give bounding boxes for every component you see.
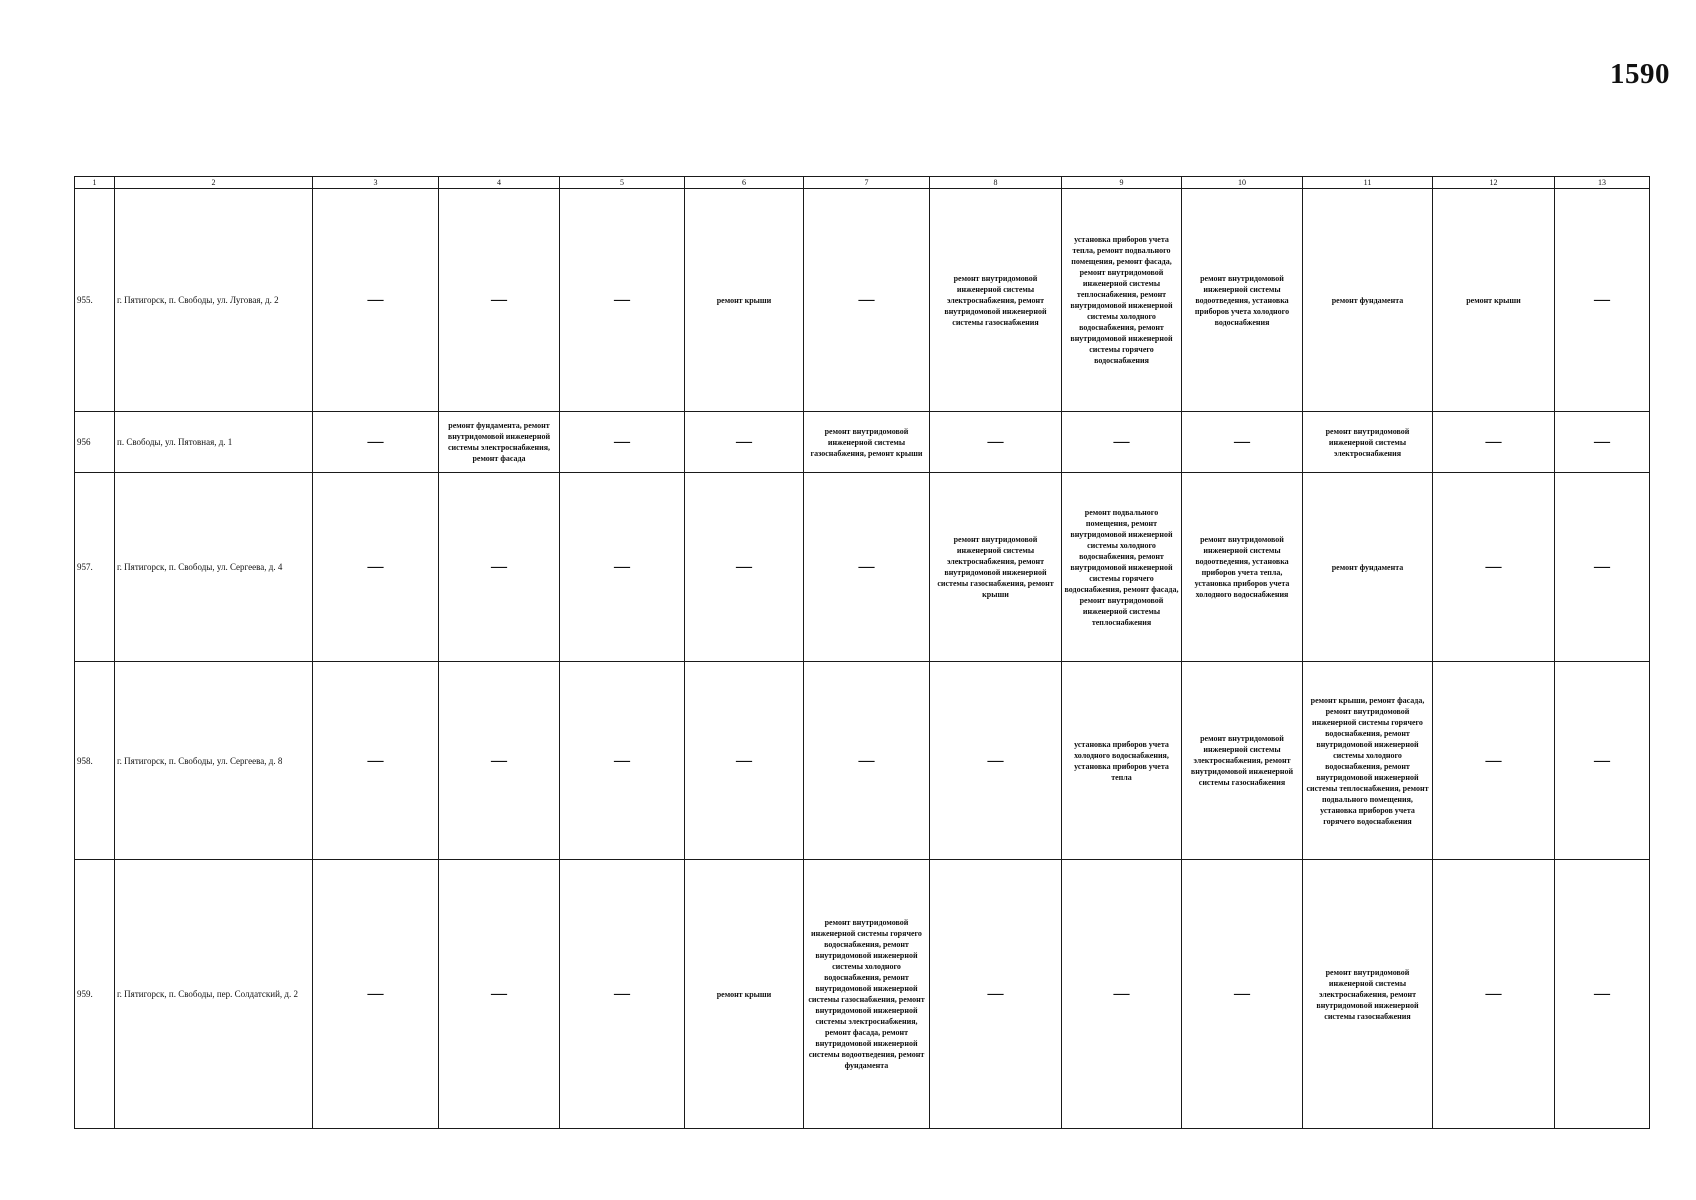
row-number: 958. (75, 662, 115, 860)
table-cell: — (930, 860, 1062, 1129)
table-cell: — (560, 412, 685, 473)
column-header: 4 (439, 177, 560, 189)
table-cell: — (560, 473, 685, 662)
address-cell: г. Пятигорск, п. Свободы, ул. Луговая, д. 2 (115, 189, 313, 412)
table-cell: — (685, 662, 804, 860)
column-header: 11 (1303, 177, 1433, 189)
table-cell: — (313, 662, 439, 860)
table-cell: — (313, 473, 439, 662)
row-number: 957. (75, 473, 115, 662)
table-cell: ремонт внутридомовой инженерной системы водоотведения, установка приборов учета тепла, установка приборов учета холодного водоснабжения (1182, 473, 1303, 662)
table-cell: — (313, 189, 439, 412)
table-cell: ремонт внутридомовой инженерной системы газоснабжения, ремонт крыши (804, 412, 930, 473)
column-header: 1 (75, 177, 115, 189)
column-header: 6 (685, 177, 804, 189)
table-cell: ремонт внутридомовой инженерной системы водоотведения, установка приборов учета холодного водоснабжения (1182, 189, 1303, 412)
table-cell: — (313, 860, 439, 1129)
table-row (75, 473, 1650, 662)
table-cell: — (1555, 473, 1650, 662)
table-cell: — (1062, 412, 1182, 473)
table-cell: — (1062, 860, 1182, 1129)
repair-schedule-table (74, 176, 1650, 1129)
table-cell: — (1555, 860, 1650, 1129)
table-row (75, 189, 1650, 412)
address-cell: п. Свободы, ул. Пятовная, д. 1 (115, 412, 313, 473)
table-row (75, 662, 1650, 860)
column-header: 9 (1062, 177, 1182, 189)
page-number: 1590 (1610, 58, 1670, 90)
table-cell: установка приборов учета холодного водоснабжения, установка приборов учета тепла (1062, 662, 1182, 860)
table-cell: — (439, 662, 560, 860)
table-cell: — (1555, 412, 1650, 473)
table-cell: — (560, 662, 685, 860)
address-cell: г. Пятигорск, п. Свободы, пер. Солдатский, д. 2 (115, 860, 313, 1129)
table-cell: ремонт подвального помещения, ремонт внутридомовой инженерной системы холодного водоснабжения, ремонт внутридомовой инженерной системы горячего водоснабжения, ремонт фасада, ремонт внутридомовой инженерной системы теплоснабжения (1062, 473, 1182, 662)
table-cell: — (1433, 860, 1555, 1129)
table-cell: ремонт внутридомовой инженерной системы электроснабжения, ремонт внутридомовой инженерной системы газоснабжения (930, 189, 1062, 412)
table-cell: — (560, 860, 685, 1129)
table-cell: ремонт крыши (685, 189, 804, 412)
table-cell: — (930, 662, 1062, 860)
table-cell: ремонт крыши (1433, 189, 1555, 412)
table-cell: ремонт внутридомовой инженерной системы электроснабжения, ремонт внутридомовой инженерной системы газоснабжения (1303, 860, 1433, 1129)
table-cell: — (1433, 473, 1555, 662)
table-cell: — (439, 473, 560, 662)
row-number: 955. (75, 189, 115, 412)
column-header: 10 (1182, 177, 1303, 189)
table-cell: — (804, 662, 930, 860)
table-cell: — (685, 412, 804, 473)
table-cell: — (804, 473, 930, 662)
table-cell: ремонт фундамента (1303, 189, 1433, 412)
table-cell: — (1555, 662, 1650, 860)
table-cell: ремонт фундамента, ремонт внутридомовой инженерной системы электроснабжения, ремонт фасада (439, 412, 560, 473)
column-header: 8 (930, 177, 1062, 189)
table-cell: — (439, 189, 560, 412)
table-cell: ремонт внутридомовой инженерной системы электроснабжения, ремонт внутридомовой инженерной системы газоснабжения (1182, 662, 1303, 860)
column-header: 5 (560, 177, 685, 189)
table-cell: — (1182, 860, 1303, 1129)
table-cell: — (313, 412, 439, 473)
table-cell: — (685, 473, 804, 662)
table-cell: — (1555, 189, 1650, 412)
table-cell: ремонт крыши, ремонт фасада, ремонт внутридомовой инженерной системы горячего водоснабжения, ремонт внутридомовой инженерной системы холодного водоснабжения, ремонт внутридомовой инженерной системы теплоснабжения, ремонт подвального помещения, установка приборов учета горячего водоснабжения (1303, 662, 1433, 860)
address-cell: г. Пятигорск, п. Свободы, ул. Сергеева, д. 8 (115, 662, 313, 860)
column-header: 12 (1433, 177, 1555, 189)
table-row (75, 412, 1650, 473)
table-cell: — (1182, 412, 1303, 473)
table-row (75, 860, 1650, 1129)
table-cell: ремонт внутридомовой инженерной системы электроснабжения, ремонт внутридомовой инженерной системы газоснабжения, ремонт крыши (930, 473, 1062, 662)
table-cell: ремонт крыши (685, 860, 804, 1129)
row-number: 956 (75, 412, 115, 473)
address-cell: г. Пятигорск, п. Свободы, ул. Сергеева, д. 4 (115, 473, 313, 662)
column-header: 3 (313, 177, 439, 189)
table-cell: — (804, 189, 930, 412)
table-cell: ремонт внутридомовой инженерной системы электроснабжения (1303, 412, 1433, 473)
column-header: 2 (115, 177, 313, 189)
column-header: 13 (1555, 177, 1650, 189)
table-cell: — (560, 189, 685, 412)
column-header: 7 (804, 177, 930, 189)
table-cell: — (1433, 412, 1555, 473)
table-cell: — (439, 860, 560, 1129)
table-cell: ремонт фундамента (1303, 473, 1433, 662)
row-number: 959. (75, 860, 115, 1129)
table-cell: установка приборов учета тепла, ремонт подвального помещения, ремонт фасада, ремонт внутридомовой инженерной системы теплоснабжения, ремонт внутридомовой инженерной системы холодного водоснабжения, ремонт внутридомовой инженерной системы горячего водоснабжения (1062, 189, 1182, 412)
column-number-row (75, 177, 1650, 189)
table-cell: — (930, 412, 1062, 473)
table-cell: — (1433, 662, 1555, 860)
table-cell: ремонт внутридомовой инженерной системы горячего водоснабжения, ремонт внутридомовой инженерной системы холодного водоснабжения, ремонт внутридомовой инженерной системы газоснабжения, ремонт внутридомовой инженерной системы электроснабжения, ремонт фасада, ремонт внутридомовой инженерной системы водоотведения, ремонт фундамента (804, 860, 930, 1129)
